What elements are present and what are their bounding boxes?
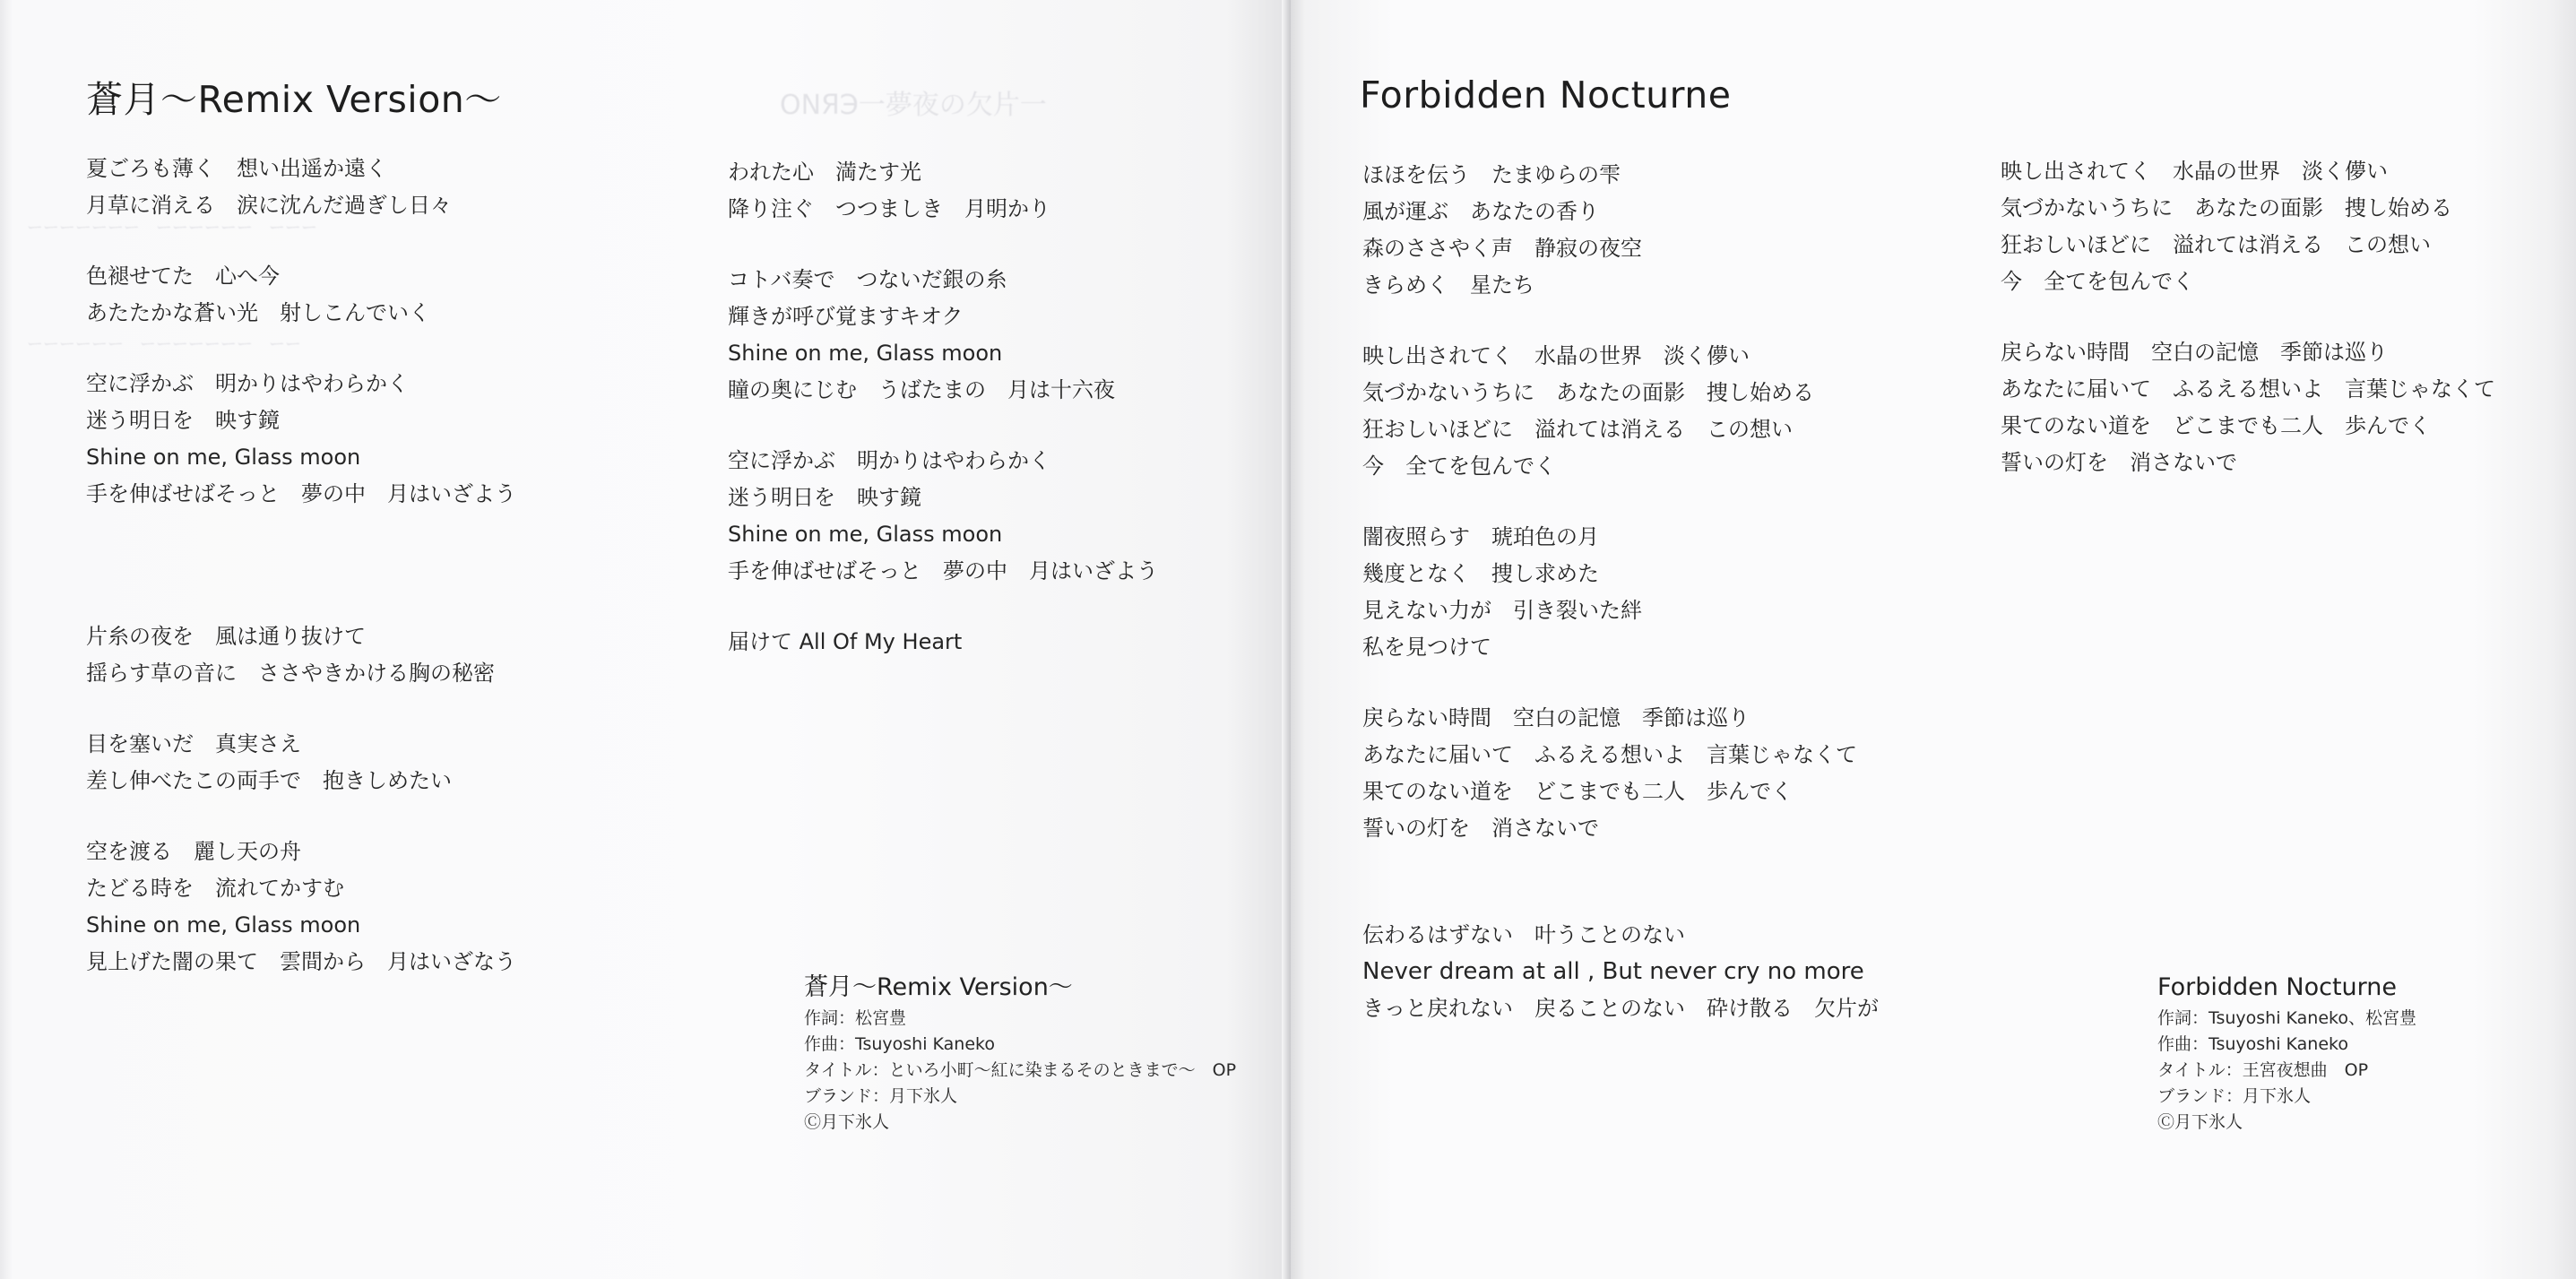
lyric-line: 映し出されてく 水晶の世界 淡く儚い	[1362, 343, 1750, 368]
lyric-line: 揺らす草の音に ささやきかける胸の秘密	[86, 661, 495, 686]
lyrics-column-1	[86, 151, 516, 1015]
booklet-right-page	[1291, 0, 2576, 1279]
lyric-line: 映し出されてく 水晶の世界 淡く儚い	[2001, 159, 2388, 184]
lyric-line: 見上げた闇の果て 雲間から 月はいざなう	[86, 949, 516, 974]
lyric-stanza	[728, 262, 1158, 409]
credits-title: 蒼月〜Remix Version〜	[804, 973, 1073, 1001]
song-title: Forbidden Nocturne	[1360, 73, 1732, 117]
credit-line: 作曲：Tsuyoshi Kaneko	[2157, 1034, 2348, 1054]
lyric-stanza	[86, 258, 516, 332]
lyric-line: Shine on me, Glass moon	[728, 341, 1003, 366]
lyric-stanza	[1362, 700, 1879, 847]
credit-line: ブランド：月下氷人	[804, 1086, 958, 1106]
lyric-line: コトバ奏で つないだ銀の糸	[728, 267, 1007, 292]
lyric-line: 見えない力が 引き裂いた絆	[1362, 598, 1642, 623]
song-title: 蒼月〜Remix Version〜	[86, 78, 502, 121]
lyric-line: きらめく 星たち	[1362, 272, 1534, 298]
credit-line: タイトル：王宮夜想曲 OP	[2157, 1060, 2369, 1080]
credit-line: タイトル：といろ小町〜紅に染まるそのときまで〜 OP	[804, 1060, 1237, 1080]
lyric-line: 闇夜照らす 琥珀色の月	[1362, 524, 1599, 549]
lyric-line: 誓いの灯を 消さないで	[2001, 450, 2237, 475]
lyric-line: 色褪せてた 心へ今	[86, 264, 280, 289]
lyric-line: 森のささやく声 静寂の夜空	[1362, 236, 1642, 261]
lyric-line: 伝わるはずない 叶うことのない	[1362, 922, 1685, 947]
lyric-stanza	[1362, 338, 1879, 485]
lyric-line: 月草に消える 涙に沈んだ過ぎし日々	[86, 193, 452, 218]
lyric-stanza	[86, 366, 516, 513]
lyric-line: Shine on me, Glass moon	[728, 522, 1003, 547]
lyric-line: Shine on me, Glass moon	[86, 912, 361, 938]
lyric-line: 降り注ぐ つつましき 月明かり	[728, 196, 1050, 221]
lyric-line: 今 全てを包んでく	[2001, 269, 2194, 294]
lyric-line: あなたに届いて ふるえる想いよ 言葉じゃなくて	[1362, 742, 1857, 767]
lyric-stanza	[1362, 519, 1879, 666]
song-credits	[2157, 970, 2416, 1136]
lyric-line: 差し伸べたこの両手で 抱きしめたい	[86, 768, 452, 793]
lyric-line: 迷う明日を 映す鏡	[728, 485, 921, 510]
lyric-line: 夏ごろも薄く 想い出遥か遠く	[86, 156, 387, 181]
lyric-stanza	[86, 834, 516, 981]
lyric-line: 狂おしいほどに 溢れては消える この想い	[1362, 417, 1793, 442]
credit-line: ブランド：月下氷人	[2157, 1086, 2312, 1106]
lyric-line: 誓いの灯を 消さないで	[1362, 816, 1599, 841]
lyric-stanza	[1362, 157, 1879, 304]
lyric-stanza	[86, 151, 516, 224]
lyric-line: 空を渡る 麗し天の舟	[86, 839, 301, 864]
lyric-line: Shine on me, Glass moon	[86, 445, 361, 470]
lyric-line: 迷う明日を 映す鏡	[86, 408, 280, 433]
lyric-stanza	[728, 624, 1158, 661]
lyric-line: 狂おしいほどに 溢れては消える この想い	[2001, 232, 2431, 257]
lyric-stanza	[86, 618, 516, 692]
lyric-line: 届けて All Of My Heart	[728, 629, 963, 654]
lyric-line: 気づかないうちに あなたの面影 捜し始める	[1362, 380, 1814, 405]
lyric-line: 輝きが呼び覚ますキオク	[728, 304, 964, 329]
lyric-line: 手を伸ばせばそっと 夢の中 月はいざよう	[86, 481, 516, 506]
lyric-stanza	[728, 443, 1158, 590]
lyric-line: ほほを伝う たまゆらの雫	[1362, 162, 1621, 187]
credit-line: 作詞：Tsuyoshi Kaneko、松宮豊	[2157, 1008, 2416, 1028]
credits-title: Forbidden Nocturne	[2157, 973, 2398, 1001]
song-credits	[804, 970, 1236, 1136]
lyrics-column-2	[2001, 153, 2495, 515]
lyric-line: 気づかないうちに あなたの面影 捜し始める	[2001, 195, 2452, 220]
lyric-stanza	[728, 154, 1158, 228]
lyric-line: あたたかな蒼い光 射しこんでいく	[86, 300, 430, 325]
lyric-line: 瞳の奥にじむ うばたまの 月は十六夜	[728, 377, 1115, 402]
lyric-line: 手を伸ばせばそっと 夢の中 月はいざよう	[728, 558, 1158, 583]
lyric-line: あなたに届いて ふるえる想いよ 言葉じゃなくて	[2001, 376, 2495, 402]
lyric-line: きっと戻れない 戻ることのない 砕け散る 欠片が	[1362, 996, 1879, 1021]
lyrics-column-1	[1362, 157, 1879, 1061]
lyric-line: 幾度となく 捜し求めた	[1362, 561, 1599, 586]
lyric-line: Never dream at all , But never cry no more	[1362, 958, 1864, 985]
bleed-through-text: ーーーーーーー ーーーーーー ーーー	[27, 219, 317, 238]
lyric-line: 戻らない時間 空白の記憶 季節は巡り	[2001, 340, 2388, 365]
bleed-through-text: ーーーーーー ーーーーーーー ーー	[27, 335, 301, 354]
lyric-line: われた心 満たす光	[728, 160, 921, 185]
lyric-stanza	[86, 726, 516, 799]
credit-line: Ⓒ月下氷人	[804, 1112, 890, 1132]
credit-line: 作曲：Tsuyoshi Kaneko	[804, 1034, 995, 1054]
lyric-line: 果てのない道を どこまでも二人 歩んでく	[1362, 779, 1793, 804]
lyrics-column-2	[728, 154, 1158, 695]
lyric-line: 私を見つけて	[1362, 635, 1491, 660]
lyric-line: 空に浮かぶ 明かりはやわらかく	[86, 371, 409, 396]
lyric-line: たどる時を 流れてかすむ	[86, 876, 344, 901]
lyric-line: 目を塞いだ 真実さえ	[86, 731, 301, 756]
bleed-through-text: ОNЯЭ一夢夜の欠片一	[780, 90, 1047, 121]
credit-line: 作詞：松宮豊	[804, 1008, 907, 1028]
lyric-line: 戻らない時間 空白の記憶 季節は巡り	[1362, 705, 1750, 730]
lyric-line: 今 全てを包んでく	[1362, 454, 1556, 479]
lyric-line: 片糸の夜を 風は通り抜けて	[86, 624, 366, 649]
credit-line: Ⓒ月下氷人	[2157, 1112, 2243, 1132]
lyric-line: 風が運ぶ あなたの香り	[1362, 199, 1599, 224]
lyric-stanza	[1362, 917, 1879, 1027]
lyric-stanza	[2001, 334, 2495, 481]
lyric-stanza	[2001, 153, 2495, 300]
lyric-line: 空に浮かぶ 明かりはやわらかく	[728, 448, 1050, 473]
lyric-line: 果てのない道を どこまでも二人 歩んでく	[2001, 413, 2431, 438]
